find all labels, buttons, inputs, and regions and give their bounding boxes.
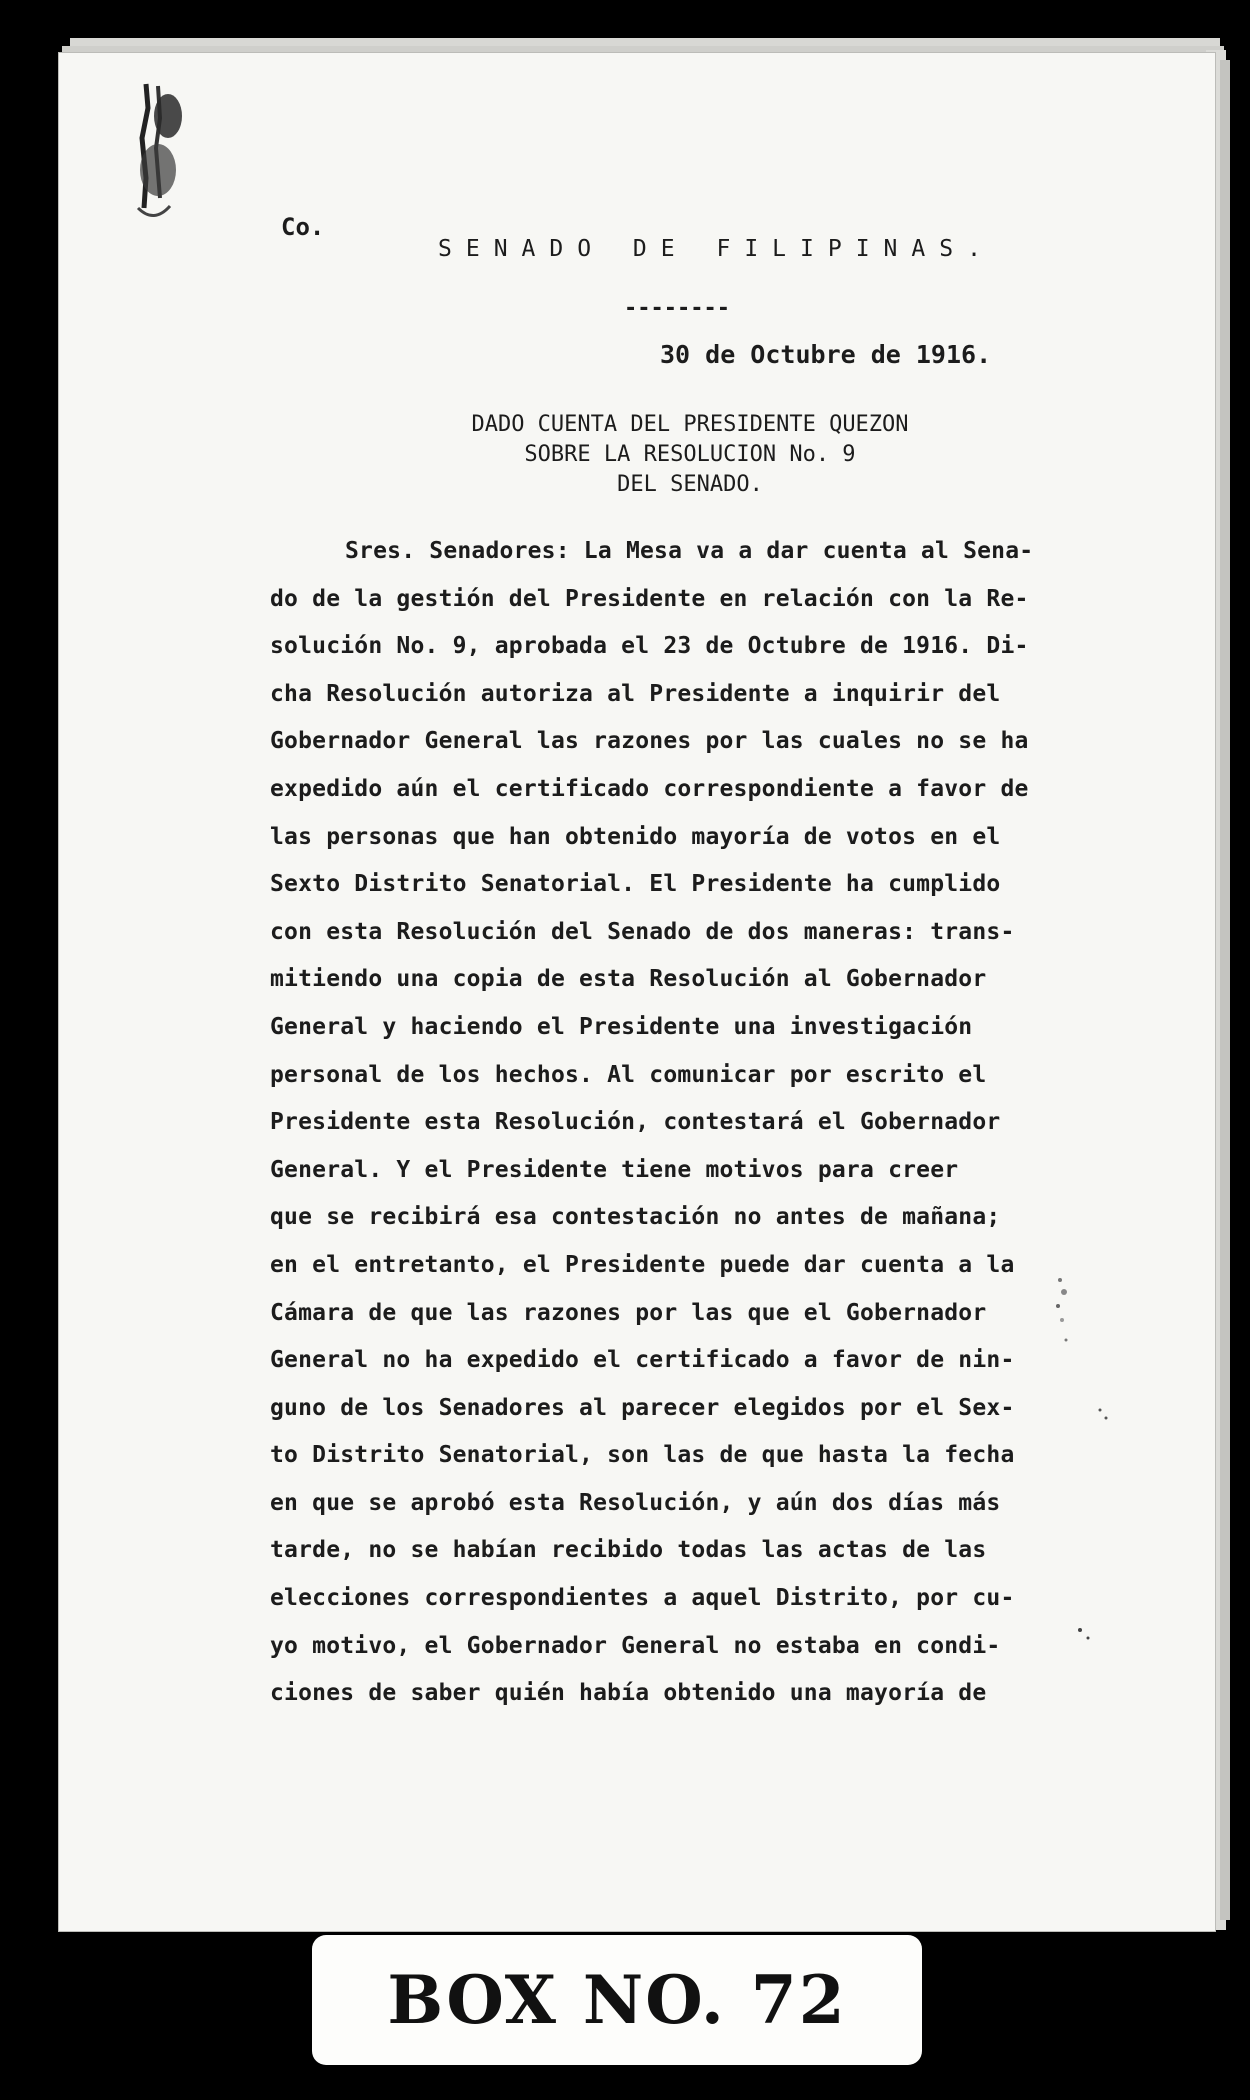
body-line: Sexto Distrito Senatorial. El Presidente ha cumplido: [270, 871, 1001, 898]
body-line: las personas que han obtenido mayoría de votos en el: [270, 823, 1001, 850]
body-line: personal de los hechos. Al comunicar por escrito el: [270, 1061, 987, 1088]
body-line: yo motivo, el Gobernador General no estaba en condi-: [270, 1632, 1001, 1659]
body-line: en que se aprobó esta Resolución, y aún dos días más: [270, 1489, 1001, 1516]
body-line: Presidente esta Resolución, contestará el Gobernador: [270, 1109, 1001, 1136]
senate-title: SENADO DE FILIPINAS.: [438, 236, 995, 262]
ink-stain-icon: [128, 78, 188, 220]
body-line: ciones de saber quién había obtenido una mayoría de: [270, 1680, 987, 1707]
body-line: General no ha expedido el certificado a favor de nin-: [270, 1347, 1015, 1374]
body-line: do de la gestión del Presidente en relación con la Re-: [270, 585, 1029, 612]
initials: Co.: [281, 213, 325, 241]
body-line: Sres. Senadores: La Mesa va a dar cuenta al Sena-: [345, 538, 1034, 564]
subject-heading: [420, 410, 960, 500]
body-line: mitiendo una copia de esta Resolución al Gobernador: [270, 966, 987, 993]
subject-line: DADO CUENTA DEL PRESIDENTE QUEZON: [471, 412, 909, 437]
body-line: en el entretanto, el Presidente puede dar cuenta a la: [270, 1251, 1015, 1278]
body-line: Gobernador General las razones por las cuales no se ha: [270, 728, 1029, 755]
title-rule: --------: [624, 296, 730, 321]
body-line: tarde, no se habían recibido todas las actas de las: [270, 1537, 987, 1564]
box-label-text: BOX NO. 72: [387, 1961, 847, 2039]
body-line: cha Resolución autoriza al Presidente a inquirir del: [270, 680, 1001, 707]
body-line: elecciones correspondientes a aquel Distrito, por cu-: [270, 1585, 1015, 1612]
subject-line: DEL SENADO.: [617, 472, 763, 497]
paper-edge-right-inner: [1220, 60, 1230, 1920]
body-line: General y haciendo el Presidente una investigación: [270, 1013, 973, 1040]
body-line: expedido aún el certificado correspondiente a favor de: [270, 775, 1029, 802]
body-line: General. Y el Presidente tiene motivos para creer: [270, 1156, 959, 1183]
body-line: que se recibirá esa contestación no antes de mañana;: [270, 1204, 1001, 1231]
scan-specks-icon: [1040, 1240, 1160, 1680]
body-line: solución No. 9, aprobada el 23 de Octubre de 1916. Di-: [270, 633, 1029, 660]
body-line: to Distrito Senatorial, son las de que hasta la fecha: [270, 1442, 1015, 1469]
document-date: 30 de Octubre de 1916.: [660, 340, 992, 369]
body-line: guno de los Senadores al parecer elegidos por el Sex-: [270, 1394, 1015, 1421]
body-paragraph: [270, 528, 1070, 1718]
body-line: Cámara de que las razones por las que el Gobernador: [270, 1299, 987, 1326]
subject-line: SOBRE LA RESOLUCION No. 9: [524, 442, 856, 467]
body-line: con esta Resolución del Senado de dos maneras: trans-: [270, 918, 1015, 945]
box-label: [312, 1935, 922, 2065]
